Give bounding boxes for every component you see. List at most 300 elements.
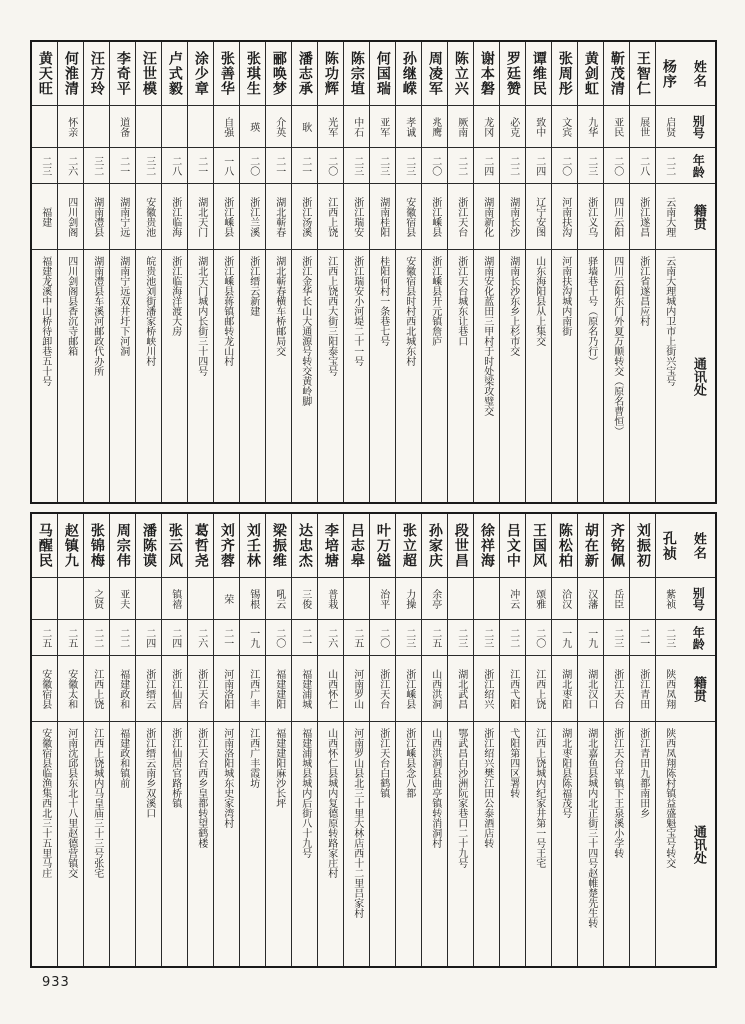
person-native-place: 四川云阳 — [604, 184, 629, 250]
person-address: 福建浦城县城内后街八十九号 — [299, 728, 311, 858]
person-name: 马醒民 — [32, 514, 57, 578]
person-age: 二三 — [604, 620, 629, 656]
person-alias: 锡根 — [240, 578, 265, 620]
person-alias: 兆鹰 — [422, 106, 447, 148]
person-native-place: 福建浦城 — [292, 656, 317, 722]
person-native-place: 浙江兰溪 — [240, 184, 265, 250]
header-column — [681, 514, 715, 966]
person-age: 二三 — [396, 148, 421, 184]
person-address: 江西广丰霞坊 — [247, 728, 259, 788]
person-column — [629, 42, 655, 502]
person-address: 湖南长沙东乡上杉市交 — [507, 256, 519, 356]
header-label-name: 姓名 — [681, 42, 715, 106]
person-column — [161, 42, 187, 502]
person-address: 四川云阳东门外夏万顺转交（原名曹恒） — [611, 256, 623, 436]
person-address: 福建龙溪中山桥待卸巷五十号 — [39, 256, 51, 386]
person-column — [421, 514, 447, 966]
person-name: 王智仁 — [630, 42, 655, 106]
header-label-alias: 别号 — [681, 106, 715, 148]
person-column — [603, 514, 629, 966]
person-name: 陈立兴 — [448, 42, 473, 106]
person-alias: 九华 — [578, 106, 603, 148]
person-address: 江西上饶西大街三阳泰宝号 — [325, 256, 337, 376]
person-alias: 中石 — [344, 106, 369, 148]
person-column — [343, 42, 369, 502]
person-alias — [136, 106, 161, 148]
person-native-place: 湖南宁远 — [110, 184, 135, 250]
person-age: 一八 — [214, 148, 239, 184]
person-native-place: 江西上饶 — [526, 656, 551, 722]
person-native-place: 河南罗山 — [344, 656, 369, 722]
person-native-place: 浙江仙居 — [162, 656, 187, 722]
person-address: 湖北天门城内长街三十四号 — [195, 256, 207, 376]
person-alias — [136, 578, 161, 620]
person-name: 齐铭佩 — [604, 514, 629, 578]
person-age: 二四 — [162, 620, 187, 656]
person-native-place: 浙江瑞安 — [344, 184, 369, 250]
person-column — [551, 514, 577, 966]
person-address: 浙江省遂昌应村 — [637, 256, 649, 326]
person-name: 孙继嵘 — [396, 42, 421, 106]
person-column — [525, 42, 551, 502]
person-alias: 自强 — [214, 106, 239, 148]
person-address: 山东海阳县从上集交 — [533, 256, 545, 346]
person-address: 皖贵池刘街潘家桥峡川村 — [143, 256, 155, 366]
person-age: 二八 — [630, 148, 655, 184]
person-address: 浙江青田九都南田乡 — [637, 728, 649, 818]
person-alias — [448, 578, 473, 620]
person-native-place: 浙江天台 — [370, 656, 395, 722]
person-column — [447, 42, 473, 502]
header-label-name: 姓名 — [681, 514, 715, 578]
person-address: 河南洛阳城东史家湾村 — [221, 728, 233, 828]
person-native-place: 安徽太和 — [58, 656, 83, 722]
person-address: 河南罗山县北三十里大林店西十二里吕家村 — [351, 728, 363, 918]
person-address: 山西怀仁县城内复德原转路家庄村 — [325, 728, 337, 878]
person-alias: 洽汉 — [552, 578, 577, 620]
person-address: 浙江缙云南乡双溪口 — [143, 728, 155, 818]
person-address: 浙江金华长山大通源号转交黄岭脚 — [299, 256, 311, 406]
person-column — [187, 514, 213, 966]
person-name: 达忠杰 — [292, 514, 317, 578]
person-age: 二六 — [188, 620, 213, 656]
person-age: 二一 — [214, 620, 239, 656]
person-address: 陕西凤翔陈村镇益盛魁宝号转交 — [663, 728, 675, 868]
person-native-place: 山西洪洞 — [422, 656, 447, 722]
person-age: 二〇 — [604, 148, 629, 184]
person-address: 鄂武昌白沙洲阮家巷口二十九号 — [455, 728, 467, 868]
person-age: 二〇 — [318, 148, 343, 184]
person-name: 陈功辉 — [318, 42, 343, 106]
person-age: 二二 — [656, 148, 681, 184]
person-column — [577, 42, 603, 502]
person-name: 王国风 — [526, 514, 551, 578]
person-alias: 岳臣 — [604, 578, 629, 620]
person-native-place: 安徽宿县 — [396, 184, 421, 250]
person-column — [343, 514, 369, 966]
person-native-place: 安徽宿县 — [32, 656, 57, 722]
person-alias: 三俊 — [292, 578, 317, 620]
person-address: 浙江仙居官路桥镇 — [169, 728, 181, 808]
person-alias: 亚夫 — [110, 578, 135, 620]
person-column — [447, 514, 473, 966]
person-column — [291, 42, 317, 502]
person-native-place: 浙江青田 — [630, 656, 655, 722]
person-alias: 汉藩 — [578, 578, 603, 620]
person-name: 李奇平 — [110, 42, 135, 106]
person-age: 二四 — [136, 620, 161, 656]
person-name: 周凌军 — [422, 42, 447, 106]
person-name: 吕志皋 — [344, 514, 369, 578]
person-name: 谢本磐 — [474, 42, 499, 106]
person-column — [473, 42, 499, 502]
person-column — [525, 514, 551, 966]
person-age: 三二 — [84, 148, 109, 184]
person-age: 二五 — [422, 620, 447, 656]
person-age: 二二 — [500, 148, 525, 184]
person-column — [291, 514, 317, 966]
person-column — [135, 42, 161, 502]
person-alias: 厥南 — [448, 106, 473, 148]
header-label-age: 年龄 — [681, 148, 715, 184]
person-address: 湖南澧县车溪河邮政代办所 — [91, 256, 103, 376]
header-label-address: 通讯处 — [690, 824, 706, 864]
person-age: 二三 — [344, 148, 369, 184]
person-name: 何国瑞 — [370, 42, 395, 106]
person-name: 黄天旺 — [32, 42, 57, 106]
person-alias: 余亭 — [422, 578, 447, 620]
person-name: 徐祥海 — [474, 514, 499, 578]
person-age: 二一 — [188, 148, 213, 184]
person-native-place: 山西怀仁 — [318, 656, 343, 722]
header-column — [681, 42, 715, 502]
person-address: 浙江天台西乡皇都转望鹤楼 — [195, 728, 207, 848]
person-alias: 耿 — [292, 106, 317, 148]
person-name: 刘振初 — [630, 514, 655, 578]
person-name: 梁振维 — [266, 514, 291, 578]
person-address: 湖北嘉鱼县城内北正街三十四号赵帷楚先生转 — [585, 728, 597, 928]
header-label-alias: 别号 — [681, 578, 715, 620]
person-address: 驿墙巷十号（原名乃行） — [585, 256, 597, 366]
person-alias — [188, 578, 213, 620]
person-native-place: 浙江汤溪 — [292, 184, 317, 250]
person-native-place: 安徽贵池 — [136, 184, 161, 250]
person-name: 刘齐蓉 — [214, 514, 239, 578]
person-address: 浙江缙云新建 — [247, 256, 259, 316]
person-age: 二八 — [162, 148, 187, 184]
person-address: 湖南安化蓝田三甲村于时处梁攻璧交 — [481, 256, 493, 416]
person-name: 杨序 — [656, 42, 681, 106]
person-alias: 致中 — [526, 106, 551, 148]
person-column — [499, 42, 525, 502]
person-age: 二〇 — [422, 148, 447, 184]
person-age: 二一 — [292, 148, 317, 184]
person-native-place: 浙江天台 — [604, 656, 629, 722]
person-name: 陈宗埴 — [344, 42, 369, 106]
person-age: 一九 — [578, 620, 603, 656]
person-name: 涂少章 — [188, 42, 213, 106]
person-column — [499, 514, 525, 966]
person-age: 二〇 — [526, 620, 551, 656]
person-native-place: 浙江嵊县 — [396, 656, 421, 722]
person-alias: 介英 — [266, 106, 291, 148]
person-native-place: 浙江临海 — [162, 184, 187, 250]
person-column — [577, 514, 603, 966]
page-number: 933 — [42, 975, 70, 990]
person-age: 二三 — [578, 148, 603, 184]
person-name: 孙家庆 — [422, 514, 447, 578]
person-alias: 紫祯 — [656, 578, 681, 620]
person-address: 浙江嵊县开元镇詹庐 — [429, 256, 441, 346]
person-age: 二二 — [84, 620, 109, 656]
person-native-place: 湖北枣阳 — [552, 656, 577, 722]
person-native-place: 江西弋阳 — [500, 656, 525, 722]
person-table-bottom — [30, 512, 717, 968]
person-native-place: 湖北汉口 — [578, 656, 603, 722]
person-address: 山西洪洞县曲亭镇转消洞村 — [429, 728, 441, 848]
person-alias: 冲云 — [500, 578, 525, 620]
person-address: 江西上饶城内纪家井第一号王宅 — [533, 728, 545, 868]
person-name: 段世昌 — [448, 514, 473, 578]
person-name: 张琪生 — [240, 42, 265, 106]
person-address: 安徽宿县临渔集西北三十五里马庄 — [39, 728, 51, 878]
header-label-native: 籍贯 — [681, 656, 715, 722]
person-age: 二五 — [344, 620, 369, 656]
person-column — [265, 514, 291, 966]
person-alias — [84, 106, 109, 148]
person-age: 二一 — [110, 148, 135, 184]
person-native-place: 江西上饶 — [318, 184, 343, 250]
person-age: 二三 — [32, 148, 57, 184]
person-age: 二四 — [474, 148, 499, 184]
person-column — [395, 514, 421, 966]
person-name: 赵镇九 — [58, 514, 83, 578]
person-native-place: 浙江嵊县 — [422, 184, 447, 250]
person-alias: 瑛 — [240, 106, 265, 148]
person-name: 胡在新 — [578, 514, 603, 578]
person-column — [57, 42, 83, 502]
person-column — [421, 42, 447, 502]
person-alias — [32, 106, 57, 148]
person-age: 二六 — [318, 620, 343, 656]
person-native-place: 浙江缙云 — [136, 656, 161, 722]
person-column — [32, 514, 57, 966]
person-name: 何淮清 — [58, 42, 83, 106]
person-age: 二一 — [292, 620, 317, 656]
person-native-place: 辽宁安图 — [526, 184, 551, 250]
person-column — [109, 514, 135, 966]
person-alias: 治平 — [370, 578, 395, 620]
person-age: 二三 — [656, 620, 681, 656]
person-alias: 道备 — [110, 106, 135, 148]
person-native-place: 湖南新化 — [474, 184, 499, 250]
person-address: 四川剑阁县香沉寺邮箱 — [65, 256, 77, 356]
person-alias: 展世 — [630, 106, 655, 148]
person-column — [213, 514, 239, 966]
person-name: 郦唤梦 — [266, 42, 291, 106]
person-address: 浙江天台平镇下王泉溪小学转 — [611, 728, 623, 858]
person-address: 江西上饶城内马皇庙三十三号张宅 — [91, 728, 103, 878]
person-address: 河南沈邱县东北十八里赵德营镇交 — [65, 728, 77, 878]
person-alias: 镇禧 — [162, 578, 187, 620]
person-name: 孔祯 — [656, 514, 681, 578]
person-address: 浙江临海洋渡大房 — [169, 256, 181, 336]
person-name: 葛哲尧 — [188, 514, 213, 578]
person-name: 黄剑虹 — [578, 42, 603, 106]
person-name: 靳茂清 — [604, 42, 629, 106]
person-alias: 必克 — [500, 106, 525, 148]
person-alias: 启贤 — [656, 106, 681, 148]
person-native-place: 浙江义乌 — [578, 184, 603, 250]
person-age: 二二 — [500, 620, 525, 656]
person-age: 二一 — [266, 148, 291, 184]
person-column — [265, 42, 291, 502]
person-address: 浙江瑞安小河堤二十一号 — [351, 256, 363, 366]
person-alias: 龙冈 — [474, 106, 499, 148]
person-column — [239, 514, 265, 966]
person-alias: 文宾 — [552, 106, 577, 148]
person-column — [369, 42, 395, 502]
person-column — [109, 42, 135, 502]
person-age: 二五 — [32, 620, 57, 656]
person-name: 李培塘 — [318, 514, 343, 578]
person-native-place: 浙江天台 — [448, 184, 473, 250]
person-name: 张云风 — [162, 514, 187, 578]
person-alias — [58, 578, 83, 620]
person-column — [551, 42, 577, 502]
person-column — [603, 42, 629, 502]
header-label-age: 年龄 — [681, 620, 715, 656]
person-age: 二三 — [474, 620, 499, 656]
person-name: 张锦梅 — [84, 514, 109, 578]
person-name: 吕文中 — [500, 514, 525, 578]
person-native-place: 云南大理 — [656, 184, 681, 250]
person-column — [161, 514, 187, 966]
person-alias: 亚民 — [604, 106, 629, 148]
person-column — [655, 42, 681, 502]
person-alias — [188, 106, 213, 148]
person-native-place: 福建政和 — [110, 656, 135, 722]
person-alias: 怀亲 — [58, 106, 83, 148]
person-address: 湖南宁远双井圩下河洞 — [117, 256, 129, 356]
person-native-place: 江西上饶 — [84, 656, 109, 722]
person-native-place: 湖南长沙 — [500, 184, 525, 250]
person-native-place: 浙江绍兴 — [474, 656, 499, 722]
person-column — [239, 42, 265, 502]
person-native-place: 浙江天台 — [188, 656, 213, 722]
person-column — [187, 42, 213, 502]
person-address: 云南大理城内卫市上街兴宝号 — [663, 256, 675, 386]
person-native-place: 湖北蕲春 — [266, 184, 291, 250]
person-age: 二五 — [58, 620, 83, 656]
person-address: 河南扶沟城内南街 — [559, 256, 571, 336]
person-column — [32, 42, 57, 502]
person-alias: 亚军 — [370, 106, 395, 148]
person-alias: 光军 — [318, 106, 343, 148]
person-address: 浙江天台城东让巷口 — [455, 256, 467, 346]
person-address: 浙江嵊县念八都 — [403, 728, 415, 798]
person-native-place: 福建 — [32, 184, 57, 250]
person-column — [369, 514, 395, 966]
person-native-place: 陕西凤翔 — [656, 656, 681, 722]
person-column — [83, 514, 109, 966]
person-alias — [344, 578, 369, 620]
person-alias — [32, 578, 57, 620]
person-address: 湖北枣阳县陈福茂号 — [559, 728, 571, 818]
person-age: 二三 — [448, 620, 473, 656]
person-alias: 力操 — [396, 578, 421, 620]
person-alias: 荣 — [214, 578, 239, 620]
person-age: 二二 — [110, 620, 135, 656]
person-age: 二二 — [448, 148, 473, 184]
person-name: 谭维民 — [526, 42, 551, 106]
person-native-place: 河南扶沟 — [552, 184, 577, 250]
person-name: 汪方玲 — [84, 42, 109, 106]
person-address: 福建建阳麻沙长坪 — [273, 728, 285, 808]
person-native-place: 河南洛阳 — [214, 656, 239, 722]
person-alias: 吼云 — [266, 578, 291, 620]
person-name: 张善华 — [214, 42, 239, 106]
person-address: 安徽宿县时村西北城东村 — [403, 256, 415, 366]
person-alias — [630, 578, 655, 620]
person-age: 三二 — [136, 148, 161, 184]
person-table-top — [30, 40, 717, 504]
person-address: 浙江绍兴樊江田公泰酒店转 — [481, 728, 493, 848]
person-native-place: 湖北武昌 — [448, 656, 473, 722]
person-name: 叶万镒 — [370, 514, 395, 578]
person-alias: 之贤 — [84, 578, 109, 620]
person-column — [135, 514, 161, 966]
person-native-place: 浙江遂昌 — [630, 184, 655, 250]
header-label-address: 通讯处 — [690, 356, 706, 396]
person-column — [629, 514, 655, 966]
person-name: 张周彤 — [552, 42, 577, 106]
person-age: 二一 — [630, 620, 655, 656]
person-native-place: 浙江嵊县 — [214, 184, 239, 250]
person-name: 张立超 — [396, 514, 421, 578]
person-native-place: 福建建阳 — [266, 656, 291, 722]
person-address: 福建政和镇前 — [117, 728, 129, 788]
person-column — [317, 514, 343, 966]
header-label-native: 籍贯 — [681, 184, 715, 250]
person-age: 一九 — [240, 620, 265, 656]
person-address: 湖北蕲春横车桥邮局交 — [273, 256, 285, 356]
person-age: 二四 — [526, 148, 551, 184]
person-name: 周宗伟 — [110, 514, 135, 578]
person-name: 潘志承 — [292, 42, 317, 106]
person-age: 二〇 — [370, 620, 395, 656]
person-age: 二三 — [396, 620, 421, 656]
person-native-place: 四川剑阁 — [58, 184, 83, 250]
person-alias: 颂雅 — [526, 578, 551, 620]
person-name: 汪世模 — [136, 42, 161, 106]
person-address: 浙江嵊县蒋镇邮转龙山村 — [221, 256, 233, 366]
person-name: 陈松柏 — [552, 514, 577, 578]
person-name: 潘陈谟 — [136, 514, 161, 578]
person-age: 二〇 — [240, 148, 265, 184]
person-name: 刘壬林 — [240, 514, 265, 578]
person-name: 罗廷赞 — [500, 42, 525, 106]
person-address: 弋阳第四区署转 — [507, 728, 519, 798]
person-alias — [474, 578, 499, 620]
person-name: 卢式毅 — [162, 42, 187, 106]
person-native-place: 湖南澧县 — [84, 184, 109, 250]
person-age: 二六 — [58, 148, 83, 184]
person-native-place: 湖北天门 — [188, 184, 213, 250]
person-age: 一九 — [552, 620, 577, 656]
person-native-place: 湖南桂阳 — [370, 184, 395, 250]
person-address: 浙江天台白鹤镇 — [377, 728, 389, 798]
